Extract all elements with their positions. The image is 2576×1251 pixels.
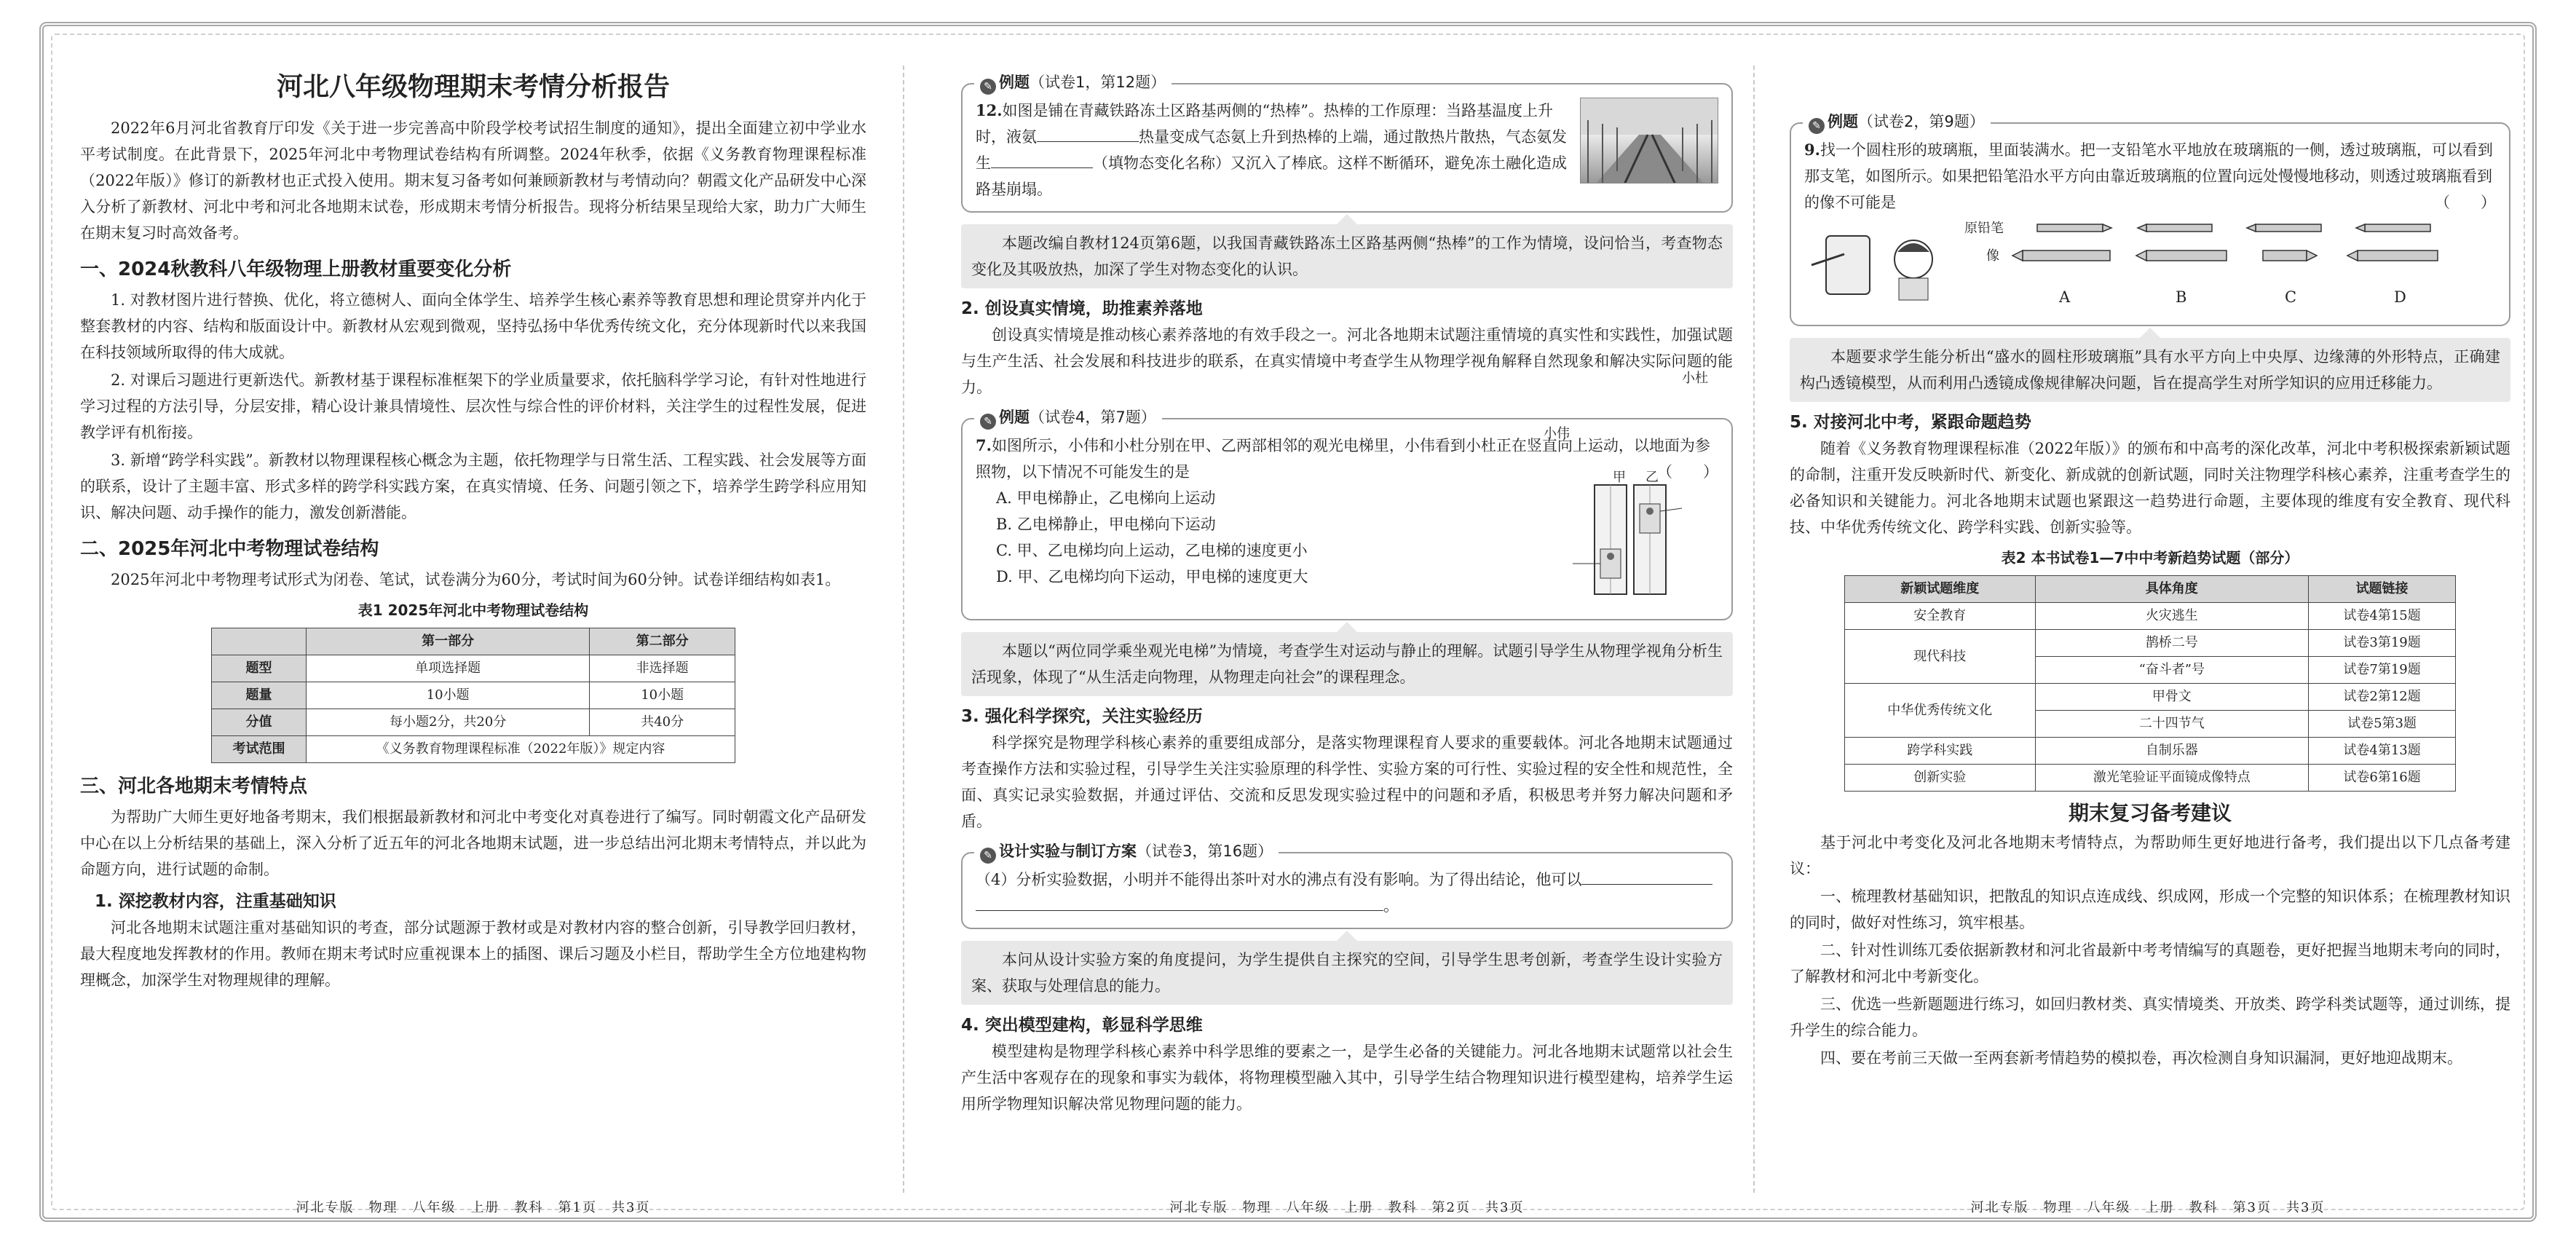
paragraph: 随着《义务教育物理课程标准（2022年版）》的颁布和中高考的深化改革，河北中考积极探索新颖试题的命制，注重开发反映新时代、新变化、新成就的创新试题，同时关注物理学科核心素养，注重考查学生的必备知识和关键能力。河北各地期末试题也紧跟这一趋势进行命题，主要体现的维度有安全教育、现代科技、中华优秀传统文化、跨学科实践、创新实验等。 [1790, 440, 2510, 536]
table-caption: 表1 2025年河北中考物理试卷结构 [357, 601, 589, 619]
section-heading: 三、河北各地期末考情特点 [80, 776, 308, 797]
paragraph: 2025年河北中考物理考试形式为闭卷、笔试，试卷满分为60分，考试时间为60分钟。试卷详细结构如表1。 [111, 571, 841, 588]
experiment-box: ✎ 设计实验与制订方案（试卷3，第16题） （4）分析实验数据，小明并不能得出茶叶对水的沸点有没有影响。为了得出结论，他可以 。 [961, 852, 1733, 929]
example-icon: ✎ [980, 79, 996, 95]
option-d: D. 甲、乙电梯均向下运动，甲电梯的速度更大 [996, 568, 1308, 585]
table-row: 题量 10小题 10小题 [212, 682, 735, 709]
commentary-note: 本题要求学生能分析出“盛水的圆柱形玻璃瓶”具有水平方向上中央厚、边缘薄的外形特点，正确建构凸透镜模型，从而利用凸透镜成像规律解决问题，旨在提高学生对所学知识的应用迁移能力。 [1790, 338, 2510, 402]
example-tag: ✎ 例题（试卷1，第12题） [974, 70, 1172, 95]
pencil-figure [1804, 221, 2496, 316]
elevator-figure: 小杜 小伟 甲 乙 [1544, 482, 1718, 610]
paragraph: 模型建构是物理学科核心素养中科学思维的要素之一，是学生必备的关键能力。河北各地期末试题常以社会生产生活中客观存在的现象和事实为载体，将物理模型融入其中，引导学生结合物理知识进行模型建构，培养学生运用所学物理知识解决常见物理问题的能力。 [961, 1043, 1733, 1113]
example-tag: ✎ 设计实验与制订方案（试卷3，第16题） [974, 839, 1279, 864]
table-row: 跨学科实践 自制乐器 试卷4第13题 [1845, 738, 2456, 765]
subsection-heading: 4. 突出模型建构，彰显科学思维 [961, 1016, 1203, 1035]
example-tag: ✎ 例题（试卷2，第9题） [1803, 109, 1991, 134]
commentary-note: 本题以“两位同学乘坐观光电梯”为情境，考查学生对运动与静止的理解。试题引导学生从物理学视角分析生活现象，体现了“从生活走向物理，从物理走向社会”的课程理念。 [961, 632, 1733, 696]
subsection-heading: 5. 对接河北中考，紧跟命题趋势 [1790, 413, 2031, 432]
table-header: 试题链接 [2309, 576, 2456, 603]
page-title: 河北八年级物理期末考情分析报告 [276, 72, 670, 102]
table-row: 二十四节气 试卷5第3题 [1845, 711, 2456, 738]
table-header: 具体角度 [2035, 576, 2309, 603]
suggestion-item: 一、梳理教材基础知识，把散乱的知识点连成线、织成网，形成一个完整的知识体系；在梳理教材知识的同时，做好对性练习，筑牢根基。 [1790, 888, 2510, 931]
paragraph: 为帮助广大师生更好地备考期末，我们根据最新教材和河北中考变化对真卷进行了编写。同时朝霞文化产品研发中心在以上分析结果的基础上，深入分析了近五年的河北各地期末试题，进一步总结出河北期末考情特点，并以此为命题方向，进行试题的命制。 [80, 808, 866, 878]
table-header: 第一部分 [307, 628, 590, 655]
table-row: 创新实验 激光笔验证平面镜成像特点 试卷6第16题 [1845, 765, 2456, 792]
option-b: B. 乙电梯静止，甲电梯向下运动 [996, 516, 1216, 533]
figure-label: 像 [1986, 248, 1999, 264]
suggestion-item: 四、要在考前三天做一至两套新考情趋势的模拟卷，再次检测自身知识漏洞，更好地迎战期末。 [1820, 1049, 2462, 1067]
example-box: ✎ 例题（试卷2，第9题） 9.找一个圆柱形的玻璃瓶，里面装满水。把一支铅笔水平地放在玻璃瓶的一侧，透过玻璃瓶，可以看到那支笔，如图所示。如果把铅笔沿水平方向由靠近玻璃瓶的位置向远处慢慢地移动，则透过玻璃瓶看到的像不可能是 （ ） 原铅笔 像 A B C D [1790, 122, 2510, 326]
column-page-2 [961, 66, 1733, 1193]
answer-blank[interactable] [991, 154, 1093, 168]
table-row: 分值 每小题2分，共20分 共40分 [212, 709, 735, 736]
page-footer: 河北专版 物理 八年级 上册 教科 第1页 共3页 [296, 1200, 651, 1215]
example-box: ✎ 例题（试卷1，第12题） 12.如图是铺在青藏铁路冻土区路基两侧的“热棒”。热棒的工作原理：当路基温度上升时，液氨 热量变成气态氨上升到热棒的上端，通过散热片散热，气态氨发生 （填物态变化名称）又沉入了棒底。这样不断循环，避免冻土融化造成路基崩塌。 [961, 83, 1733, 213]
exam-structure-table [211, 628, 735, 763]
table-header: 新颖试题维度 [1845, 576, 2036, 603]
example-tag: ✎ 例题（试卷4，第7题） [974, 405, 1162, 430]
table-row: 题型 单项选择题 非选择题 [212, 655, 735, 682]
page-footer: 河北专版 物理 八年级 上册 教科 第2页 共3页 [1169, 1200, 1525, 1215]
heat-rod-railway-image [1580, 98, 1718, 183]
example-icon: ✎ [1809, 118, 1825, 134]
commentary-note: 本题改编自教材124页第6题，以我国青藏铁路冻土区路基两侧“热棒”的工作为情境，设问恰当，考查物态变化及其吸放热，加深了学生对物态变化的认识。 [961, 224, 1733, 288]
trend-table [1844, 575, 2456, 792]
option-a: A [2059, 288, 2071, 306]
option-c: C [2285, 288, 2297, 306]
review-heading: 期末复习备考建议 [2068, 801, 2232, 825]
subsection-heading: 1. 深挖教材内容，注重基础知识 [95, 892, 336, 911]
table-row: 现代科技 鹊桥二号 试卷3第19题 [1845, 630, 2456, 657]
table-row: 中华优秀传统文化 甲骨文 试卷2第12题 [1845, 684, 2456, 711]
answer-blank[interactable] [976, 896, 1383, 911]
answer-blank[interactable] [1037, 127, 1139, 142]
paragraph: 基于河北中考变化及河北各地期末考情特点，为帮助师生更好地进行备考，我们提出以下几点备考建议： [1790, 834, 2510, 877]
table-row: 考试范围 《义务教育物理课程标准（2022年版）》规定内容 [212, 736, 735, 763]
example-icon: ✎ [980, 414, 996, 430]
subsection-heading: 2. 创设真实情境，助推素养落地 [961, 299, 1203, 318]
column-page-3 [1790, 66, 2510, 1193]
commentary-note: 本问从设计实验方案的角度提问，为学生提供自主探究的空间，引导学生思考创新，考查学生设计实验方案、获取与处理信息的能力。 [961, 941, 1733, 1005]
subsection-heading: 3. 强化科学探究，关注实验经历 [961, 707, 1203, 726]
paragraph: 3. 新增“跨学科实践”。新教材以物理课程核心概念为主题，依托物理学与日常生活、工程实践、社会发展等方面的联系，设计了主题丰富、形式多样的跨学科实践方案，在真实情境、任务、问题引领之下，培养学生跨学科应用知识、解决问题、动手操作的能力，激发创新潜能。 [80, 451, 866, 521]
suggestion-item: 三、优选一些新题题进行练习，如回归教材类、真实情境类、开放类、跨学科类试题等，通过训练，提升学生的综合能力。 [1790, 995, 2510, 1039]
option-d: D [2394, 288, 2406, 306]
section-heading: 二、2025年河北中考物理试卷结构 [80, 538, 379, 560]
option-a: A. 甲电梯静止，乙电梯向上运动 [996, 489, 1216, 507]
column-divider [903, 66, 904, 1193]
option-c: C. 甲、乙电梯均向上运动，乙电梯的速度更小 [996, 542, 1308, 559]
intro-paragraph: 2022年6月河北省教育厅印发《关于进一步完善高中阶段学校考试招生制度的通知》，提出全面建立初中学业水平考试制度。在此背景下，2025年河北中考物理试卷结构有所调整。2024年秋季，依据《义务教育物理课程标准（2022年版）》修订的新教材也正式投入使用。期末复习备考如何兼顾新教材与考情动向？朝霞文化产品研发中心深入分析了新教材、河北中考和河北各地期末试卷，形成期末考情分析报告。现将分析结果呈现给大家，助力广大师生在期末复习时高效备考。 [80, 119, 866, 242]
paragraph: 2. 对课后习题进行更新迭代。新教材基于课程标准框架下的学业质量要求，依托脑科学学习论，有针对性地进行学习过程的方法引导，分层安排，精心设计兼具情境性、层次性与综合性的评价材料，关注学生的过程性发展，促进教学评有机衔接。 [80, 371, 866, 441]
column-divider [1753, 66, 1755, 1193]
option-b: B [2176, 288, 2187, 306]
column-page-1 [80, 66, 866, 1193]
section-heading: 一、2024秋教科八年级物理上册教材重要变化分析 [80, 259, 512, 280]
example-icon: ✎ [980, 848, 996, 864]
page-footer: 河北专版 物理 八年级 上册 教科 第3页 共3页 [1970, 1200, 2326, 1215]
figure-label: 原铅笔 [1964, 221, 2004, 236]
table-row: 安全教育 火灾逃生 试卷4第15题 [1845, 603, 2456, 630]
paragraph: 创设真实情境是推动核心素养落地的有效手段之一。河北各地期末试题注重情境的真实性和实践性，加强试题与生产生活、社会发展和科技进步的联系，在真实情境中考查学生从物理学视角解释自然现象和解决实际问题的能力。 [961, 326, 1733, 396]
example-box: ✎ 例题（试卷4，第7题） 7.如图所示，小伟和小杜分别在甲、乙两部相邻的观光电梯里，小伟看到小杜正在竖直向上运动，以地面为参照物，以下情况不可能发生的是 （ ） 小杜 小伟 甲 乙 A. 甲电梯静止，乙电梯向上运动 B. 乙电梯静止，甲电梯向下运动 C. 甲、乙电梯均向上运动，乙电梯的速度更小 D. 甲、乙电梯均向下运动，甲电梯的速度更大 [961, 418, 1733, 620]
table-caption: 表2 本书试卷1—7中中考新趋势试题（部分） [2001, 549, 2299, 567]
answer-blank[interactable] [1581, 870, 1712, 885]
paragraph: 1. 对教材图片进行替换、优化，将立德树人、面向全体学生、培养学生核心素养等教育思想和理论贯穿并内化于整套教材的内容、结构和版面设计中。新教材从宏观到微观，坚持弘扬中华优秀传统文化，充分体现新时代以来我国在科技领域所取得的伟大成就。 [80, 291, 866, 361]
suggestion-item: 二、针对性训练兀委依据新教材和河北省最新中考考情编写的真题卷，更好把握当地期末考向的同时，了解教材和河北中考新变化。 [1790, 942, 2510, 985]
paragraph: 科学探究是物理学科核心素养的重要组成部分，是落实物理课程育人要求的重要载体。河北各地期末试题通过考查操作方法和实验过程，引导学生关注实验原理的科学性、实验方案的可行性、实验过程的安全性和规范性，全面、真实记录实验数据，并通过评估、交流和反思发现实验过程中的问题和矛盾，积极思考并努力解决问题和矛盾。 [961, 734, 1733, 830]
paragraph: 河北各地期末试题注重对基础知识的考查，部分试题源于教材或是对教材内容的整合创新，引导教学回归教材，最大程度地发挥教材的作用。教师在期末考试时应重视课本上的插图、课后习题及小栏目，帮助学生全方位地建构物理概念，加深学生对物理规律的理解。 [80, 919, 866, 989]
table-header: 第二部分 [590, 628, 735, 655]
table-row: “奋斗者”号 试卷7第19题 [1845, 657, 2456, 684]
